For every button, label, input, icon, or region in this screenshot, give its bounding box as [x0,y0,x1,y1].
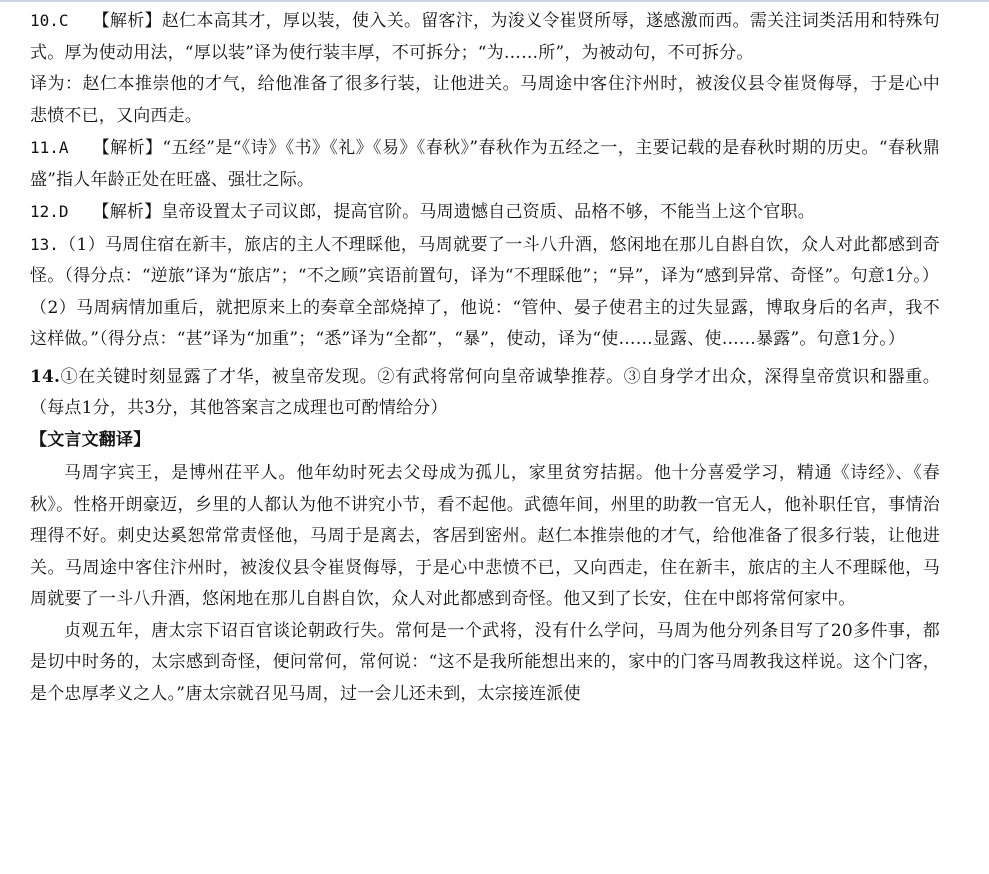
answer-10 [30,5,940,69]
answer-text: （1）马周住宿在新丰，旅店的主人不理睬他，马周就要了一斗八升酒，悠闲地在那儿自斟自饮，众人对此都感到奇怪。（得分点：“逆旅”译为“旅店”；“不之顾”宾语前置句，译为“不理睬他”；“异”，译为“感到异常、奇怪”。句意1分。） [30,234,940,286]
analysis-tag: 【解析】 [92,138,163,158]
answer-text: ①在关键时刻显露了才华，被皇帝发现。②有武将常何向皇帝诚挚推荐。③自身学才出众，深得皇帝赏识和器重。（每点1分，共3分，其他答案言之成理也可酌情给分） [30,366,940,418]
analysis-tag: 【解析】 [92,11,162,31]
question-number: 10.C [30,11,69,30]
question-number: 14. [30,366,61,387]
analysis-text: “五经”是“《诗》《书》《礼》《易》《春秋》”春秋作为五经之一，主要记载的是春秋时期的历史。“春秋鼎盛”指人年龄正处在旺盛、强壮之际。 [30,138,940,190]
answer-12 [30,196,940,229]
analysis-text: 赵仁本高其才，厚以装，使入关。留客汴，为浚义令崔贤所辱，遂感激而西。需关注词类活用和特殊句式。厚为使动用法，“厚以装”译为使行装丰厚，不可拆分；“为……所”，为被动句，不可拆分。 [30,11,940,63]
translation-paragraph: 马周字宾王，是博州茌平人。他年幼时死去父母成为孤儿，家里贫穷拮据。他十分喜爱学习，精通《诗经》、《春秋》。性格开朗豪迈，乡里的人都认为他不讲究小节，看不起他。武德年间，州里的助教一官无人，他补职任官，事情治理得不好。刺史达奚恕常常责怪他，马周于是离去，客居到密州。赵仁本推崇他的才气，给他准备了很多行装，让他进关。马周途中客住汴州时，被浚仪县令崔贤侮辱，于是心中悲愤不已，又向西走，住在新丰，旅店的主人不理睬他，马周就要了一斗八升酒，悠闲地在那儿自斟自饮，众人对此都感到奇怪。他又到了长安，住在中郎将常何家中。 [30,463,940,609]
analysis-tag: 【解析】 [92,202,162,222]
translation-paragraph: 贞观五年，唐太宗下诏百官谈论朝政行失。常何是一个武将，没有什么学问，马周为他分列条目写了20多件事，都是切中时务的，太宗感到奇怪，便问常何，常何说：“这不是我所能想出来的，家中的门客马周教我这样说。这个门客，是个忠厚孝义之人。”唐太宗就召见马周，过一会儿还未到，太宗接连派使 [30,620,940,704]
answer-10-translation: 译为：赵仁本推崇他的才气，给他准备了很多行装，让他进关。马周途中客住汴州时，被浚仪县令崔贤侮辱，于是心中悲愤不已，又向西走。 [30,74,940,126]
answer-13-part-1 [30,229,940,293]
answer-14 [30,362,940,425]
answer-13-part-2: （2）马周病情加重后，就把原来上的奏章全部烧掉了，他说：“管仲、晏子使君主的过失显露，博取身后的名声，我不这样做。”（得分点：“甚”译为“加重”；“悉”译为“全都”，“暴”，使动，译为“使……显露、使……暴露”。句意1分。） [30,297,940,349]
question-number: 11.A [30,138,69,157]
answer-11 [30,132,940,196]
analysis-text: 皇帝设置太子司议郎，提高官阶。马周遗憾自己资质、品格不够，不能当上这个官职。 [161,202,815,222]
question-number: 12.D [30,202,69,221]
document-page [30,5,940,710]
question-number: 13. [30,234,59,254]
translation-section-title: 【文言文翻译】 [30,429,151,450]
page-top-rule [0,0,989,2]
